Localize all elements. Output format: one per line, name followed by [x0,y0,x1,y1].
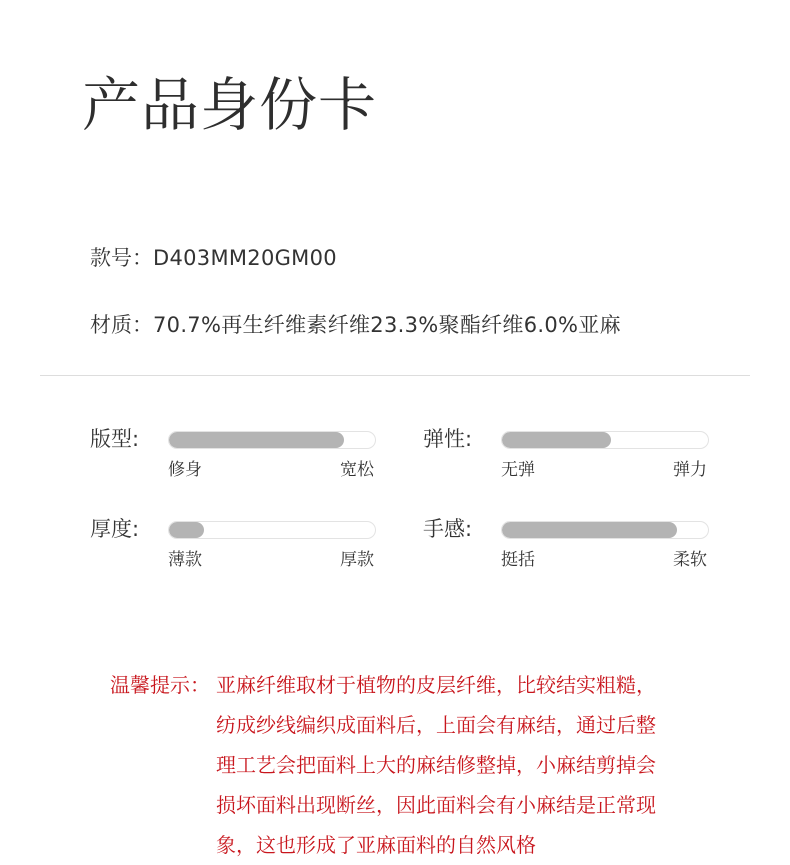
attribute-hand-feel [423,514,713,574]
attribute-scale-track [501,521,709,539]
attribute-scale-fill [169,522,204,538]
attribute-scale-track [501,431,709,449]
tip-line: 理工艺会把面料上大的麻结修整掉，小麻结剪掉会 [216,753,656,777]
attribute-scale-track [168,431,376,449]
tip-line: 损坏面料出现断丝，因此面料会有小麻结是正常现 [216,793,656,817]
attribute-elasticity [423,424,713,484]
scale-low-label: 挺括 [501,550,535,570]
tip-label: 温馨提示： [110,673,210,697]
style-number-label: 款号： [90,246,153,270]
attribute-label: 弹性: [423,427,473,451]
tip-line: 象，这也形成了亚麻面料的自然风格 [216,833,536,857]
attribute-label: 版型: [90,427,140,451]
material-value: 70.7%再生纤维素纤维23.3%聚酯纤维6.0%亚麻 [153,313,621,337]
tip-line: 纺成纱线编织成面料后，上面会有麻结，通过后整 [216,713,656,737]
attribute-scale-track [168,521,376,539]
scale-high-label: 厚款 [340,550,374,570]
scale-low-label: 修身 [168,460,202,480]
attribute-label: 手感: [423,517,473,541]
attribute-label: 厚度: [90,517,140,541]
scale-high-label: 弹力 [673,460,707,480]
style-number-row [90,243,337,273]
attribute-scale-fill [502,522,677,538]
tip-text [216,665,696,865]
page-title: 产品身份卡 [82,71,378,139]
material-label: 材质： [90,313,153,337]
style-number-value: D403MM20GM00 [153,246,337,270]
attribute-thickness [90,514,380,574]
divider [40,375,750,376]
scale-low-label: 无弹 [501,460,535,480]
attribute-fit [90,424,380,484]
scale-high-label: 柔软 [673,550,707,570]
tip-line: 亚麻纤维取材于植物的皮层纤维，比较结实粗糙， [216,673,656,697]
scale-high-label: 宽松 [340,460,374,480]
scale-low-label: 薄款 [168,550,202,570]
attribute-scale-fill [169,432,344,448]
attribute-scale-fill [502,432,611,448]
material-row [90,310,621,340]
